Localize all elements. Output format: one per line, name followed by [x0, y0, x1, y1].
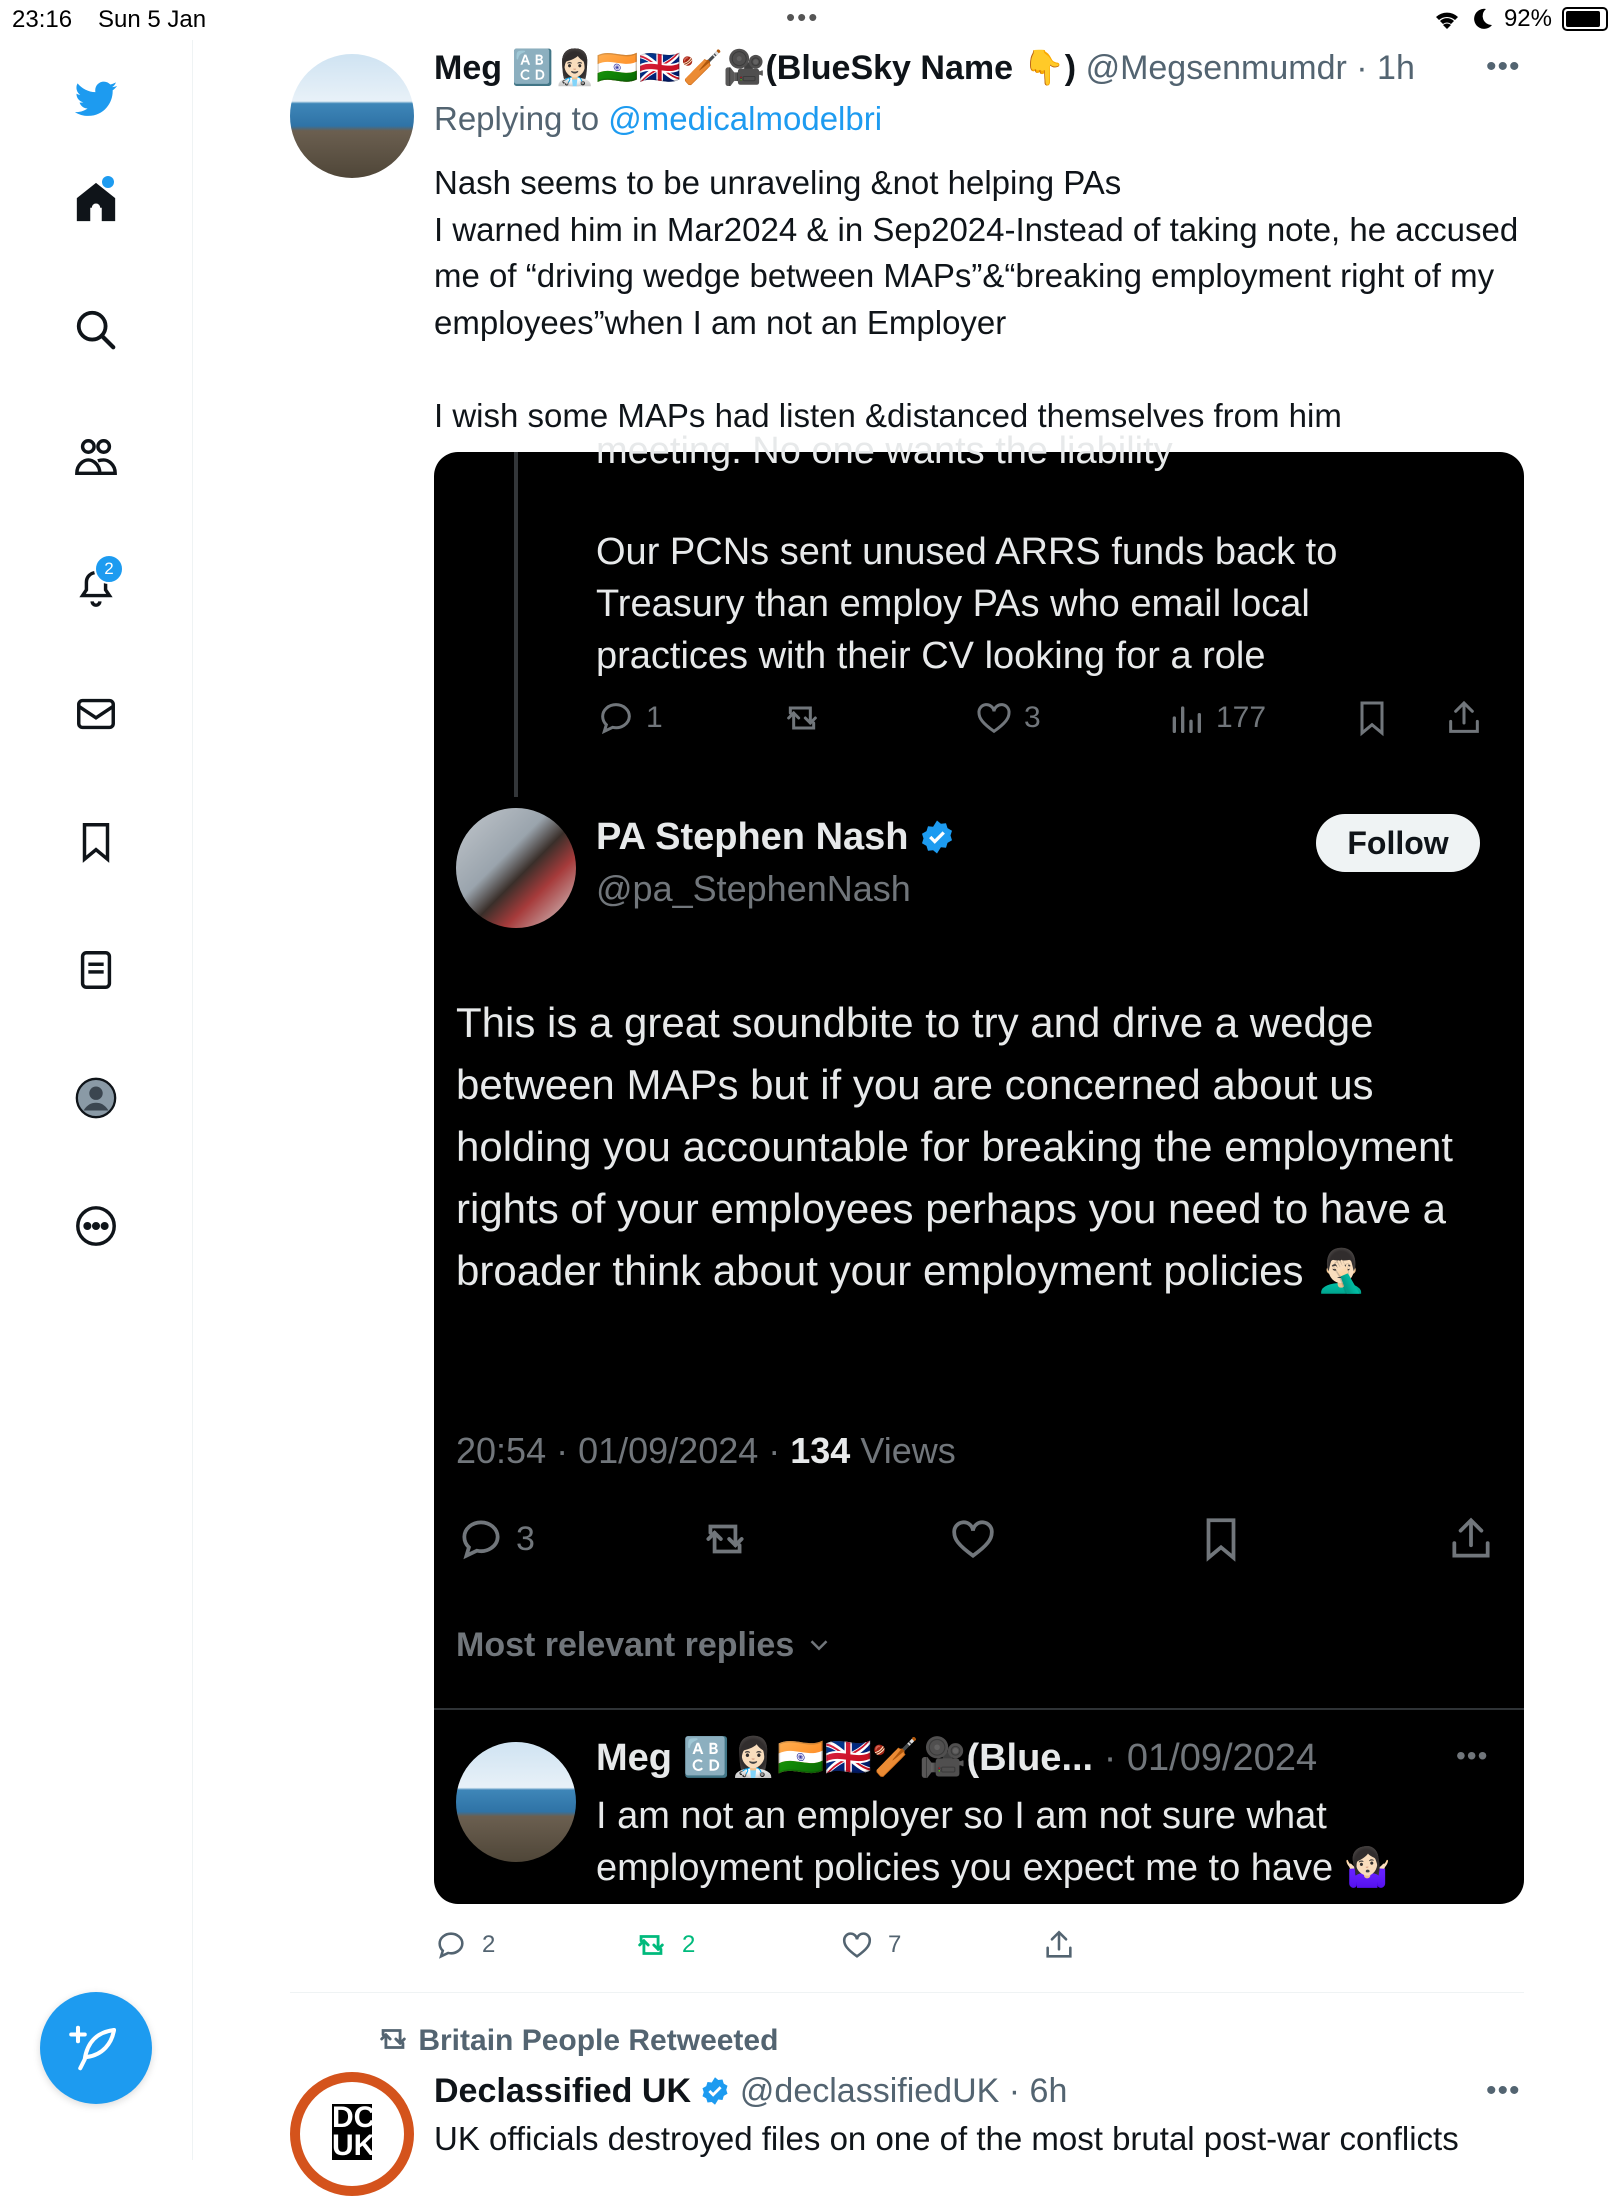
compose-tweet-button[interactable]	[40, 1992, 152, 2104]
tweet-time[interactable]: · 1h	[1356, 49, 1415, 87]
notification-badge: 2	[94, 554, 124, 584]
meg-avatar[interactable]	[290, 54, 414, 178]
battery-percent: 92%	[1503, 5, 1552, 32]
chevron-down-icon	[804, 1630, 834, 1660]
next-tweet-more-menu-icon[interactable]: •••	[1486, 2074, 1521, 2107]
tweet-retweet-count: 2	[682, 1931, 696, 1958]
lists-icon[interactable]	[60, 934, 132, 1006]
verified-badge-icon	[700, 2076, 730, 2106]
tweet-author-handle[interactable]: @Megsenmumdr	[1085, 49, 1347, 87]
card-divider	[434, 1708, 1524, 1710]
quoted-partial-text: meeting. No one wants the liability	[596, 430, 1173, 472]
replying-prefix: Replying to	[434, 100, 600, 137]
sidebar	[0, 40, 193, 2160]
wifi-icon	[1432, 7, 1462, 31]
retweet-icon	[700, 1514, 750, 1564]
profile-avatar-icon[interactable]	[60, 1062, 132, 1134]
tweet-author-name[interactable]: Meg 🔠👩🏻‍⚕️🇮🇳🇬🇧🏏🎥(BlueSky Name 👇)	[434, 49, 1077, 87]
quoted-like-action[interactable]	[974, 698, 1041, 738]
reply-icon	[456, 1514, 506, 1564]
verified-badge-icon	[919, 819, 955, 855]
replying-to-handle[interactable]: @medicalmodelbri	[608, 100, 883, 137]
replying-to-line	[434, 100, 882, 138]
quoted-views-action[interactable]	[1166, 698, 1266, 738]
tweet-like-count: 7	[888, 1931, 902, 1958]
card-reply-count: 3	[516, 1519, 535, 1558]
reply-date[interactable]: · 01/09/2024	[1103, 1737, 1318, 1779]
card-author-name[interactable]: PA Stephen Nash	[596, 816, 909, 858]
status-right	[1432, 5, 1608, 33]
messages-icon[interactable]	[60, 678, 132, 750]
retweeted-by-label[interactable]: Britain People Retweeted	[418, 2024, 779, 2057]
status-time: 23:16	[12, 6, 73, 33]
most-relevant-label: Most relevant replies	[456, 1626, 795, 1664]
next-tweet-handle[interactable]: @declassifiedUK	[739, 2072, 1000, 2110]
reply-header	[596, 1736, 1317, 1780]
moon-icon	[1472, 7, 1494, 31]
card-author-name-row	[596, 816, 955, 859]
tweet-share-action[interactable]	[1042, 1928, 1076, 1962]
quoted-retweet-action[interactable]	[782, 698, 822, 738]
retweeted-by-row	[376, 2022, 778, 2058]
tweet-text: Nash seems to be unraveling &not helping PAs I warned him in Mar2024 & in Sep2024-Instead of taking note, he accused me of “driving wedge between MAPs”&“breaking employment right of my employees”when I am not an Employer I wish some MAPs had listen &distanced themselves from him	[434, 164, 1519, 434]
views-chart-icon	[1166, 698, 1206, 738]
tweet-header	[434, 48, 1415, 88]
quoted-like-count: 3	[1024, 701, 1041, 734]
quoted-text: Our PCNs sent unused ARRS funds back to Treasury than employ PAs who email local practices with their CV looking for a role	[596, 531, 1338, 677]
quoted-views-count: 177	[1216, 701, 1267, 734]
tweet-retweet-action[interactable]	[634, 1928, 695, 1962]
embedded-screenshot[interactable]	[434, 430, 1524, 1904]
share-icon	[1446, 1514, 1496, 1564]
retweet-icon	[634, 1928, 668, 1962]
card-like-action[interactable]	[948, 1514, 998, 1564]
card-views-label: Views	[860, 1430, 956, 1471]
declassified-avatar[interactable]	[290, 2072, 414, 2196]
most-relevant-replies-toggle[interactable]	[456, 1626, 834, 1665]
quoted-reply-count: 1	[646, 701, 663, 734]
card-author-handle[interactable]: @pa_StephenNash	[596, 868, 911, 909]
search-icon[interactable]	[60, 294, 132, 366]
tweet-more-menu-icon[interactable]: •••	[1486, 50, 1521, 83]
more-options-icon[interactable]	[60, 1190, 132, 1262]
heart-icon	[948, 1514, 998, 1564]
reply-author-name[interactable]: Meg 🔠👩🏻‍⚕️🇮🇳🇬🇧🏏🎥(Blue...	[596, 1737, 1094, 1779]
next-tweet-author-name[interactable]: Declassified UK	[434, 2072, 691, 2110]
card-main-text: This is a great soundbite to try and drive a wedge between MAPs but if you are concerned about us holding you accountable for breaking the employment rights of your employees perhaps you need to have a broader think about your employment policies 🤦🏻‍♂️	[456, 999, 1453, 1294]
reply-text: I am not an employer so I am not sure what employment policies you expect me to have 🤷🏻‍♀️	[596, 1795, 1392, 1889]
quoted-share-action[interactable]	[1444, 698, 1484, 738]
quoted-bookmark-action[interactable]	[1352, 698, 1392, 738]
notifications-bell-icon[interactable]	[60, 550, 132, 622]
tweet-reply-action[interactable]	[434, 1928, 495, 1962]
feather-plus-icon	[69, 2021, 123, 2075]
tweet-like-action[interactable]	[840, 1928, 901, 1962]
status-bar	[0, 0, 1620, 40]
card-bookmark-action[interactable]	[1196, 1514, 1246, 1564]
battery-icon	[1562, 7, 1608, 31]
share-icon	[1444, 698, 1484, 738]
retweet-icon	[376, 2022, 410, 2056]
reply-meg-avatar[interactable]	[456, 1742, 576, 1862]
tweet-separator	[290, 1992, 1524, 1993]
home-unread-dot	[102, 176, 114, 188]
bookmark-icon	[1196, 1514, 1246, 1564]
card-timestamp[interactable]: 20:54 · 01/09/2024 ·	[456, 1430, 781, 1471]
status-date: Sun 5 Jan	[98, 6, 207, 33]
reply-icon	[596, 698, 636, 738]
communities-icon[interactable]	[60, 422, 132, 494]
reply-more-menu-icon[interactable]: •••	[1456, 1740, 1489, 1771]
stephen-nash-avatar[interactable]	[456, 808, 576, 928]
card-timestamp-row	[456, 1430, 956, 1472]
card-views-count: 134	[790, 1430, 851, 1471]
follow-button[interactable]: Follow	[1316, 814, 1480, 872]
next-tweet-header	[434, 2072, 1067, 2111]
reply-icon	[434, 1928, 468, 1962]
bookmarks-icon[interactable]	[60, 806, 132, 878]
card-share-action[interactable]	[1446, 1514, 1496, 1564]
thread-line	[514, 452, 518, 797]
multitask-dots[interactable]: •••	[786, 2, 820, 32]
next-tweet-time[interactable]: · 6h	[1008, 2072, 1068, 2110]
tweet-reply-count: 2	[482, 1931, 496, 1958]
card-retweet-action[interactable]	[700, 1514, 750, 1564]
card-reply-action[interactable]	[456, 1514, 535, 1564]
heart-icon	[974, 698, 1014, 738]
bookmark-icon	[1352, 698, 1392, 738]
declassified-logo-text: DC UK	[332, 2101, 376, 2162]
twitter-logo-icon[interactable]	[60, 64, 132, 136]
heart-icon	[840, 1928, 874, 1962]
home-icon[interactable]	[60, 166, 132, 238]
retweet-icon	[782, 698, 822, 738]
next-tweet-text: UK officials destroyed files on one of the most brutal post-war conflicts	[434, 2120, 1459, 2157]
quoted-reply-action[interactable]	[596, 698, 663, 738]
share-icon	[1042, 1928, 1076, 1962]
